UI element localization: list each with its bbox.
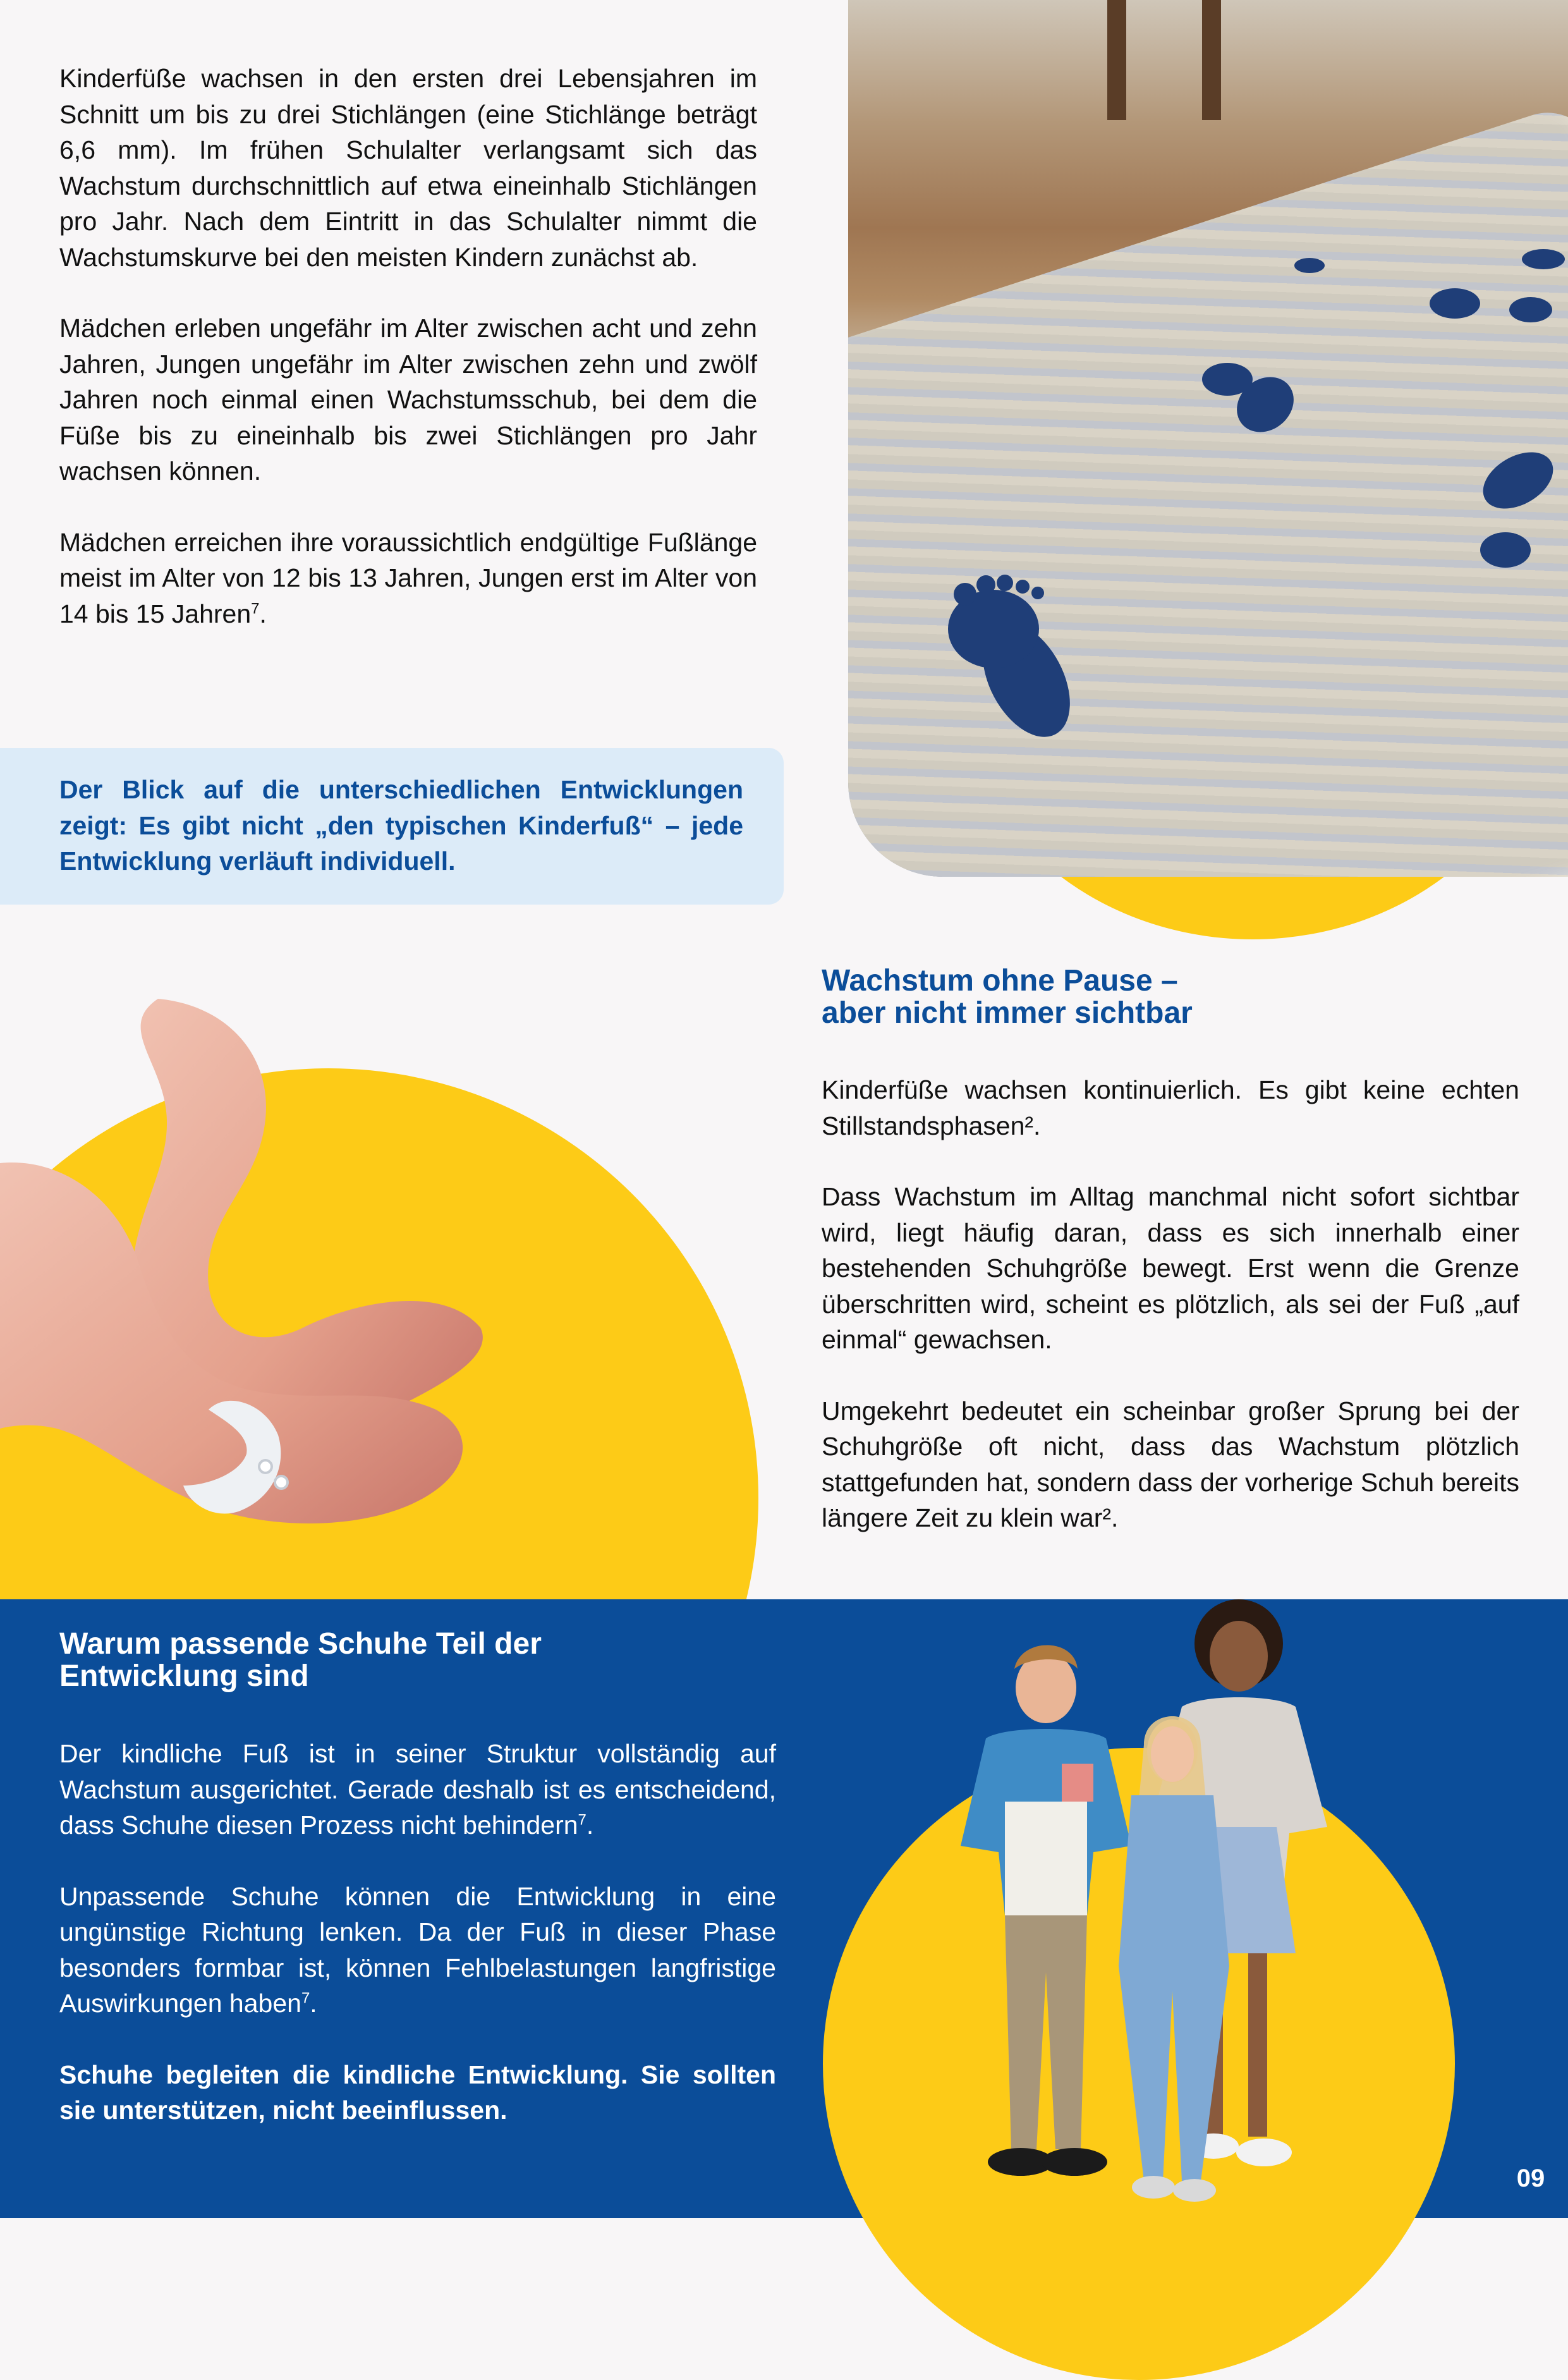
heading-line: Entwicklung sind	[59, 1659, 309, 1693]
heading-line: aber nicht immer sichtbar	[822, 996, 1193, 1030]
schuhe-paragraph	[59, 1879, 776, 2022]
footprint-toe	[1016, 580, 1030, 594]
wachstum-text-block	[822, 1072, 1519, 1536]
footnote-ref: 7	[301, 1989, 310, 2007]
section-heading-schuhe	[59, 1628, 755, 1692]
page-number: 09	[1516, 2164, 1545, 2192]
intro-text-block	[59, 61, 757, 632]
footprint-carpet-photo	[848, 0, 1568, 877]
schuhe-text-block	[59, 1736, 776, 2128]
intro-paragraph: Kinderfüße wachsen in den ersten drei Lebensjahren im Schnitt um bis zu drei Stichlängen (eine Stichlänge beträgt 6,6 mm). Im frühen Schulalter verlangsamt sich das Wachstum durchschnittlich auf etwa eineinhalb Stichlängen pro Jahr. Nach dem Eintritt in das Schulalter nimmt die Wachstumskurve bei den meisten Kindern zunächst ab.	[59, 64, 757, 272]
footprints-graphic	[848, 0, 1568, 877]
callout-box	[0, 748, 784, 905]
callout-text: Der Blick auf die unterschiedlichen Entwicklungen zeigt: Es gibt nicht „den typischen Kinderfuß“ – jede Entwicklung verläuft individuell.	[59, 775, 743, 876]
schuhe-paragraph-text: Der kindliche Fuß ist in seiner Struktur vollständig auf Wachstum ausgerichtet. Gerade deshalb ist es entscheidend, dass Schuhe diesen Prozess nicht behindern	[59, 1739, 776, 1840]
wachstum-paragraph: Dass Wachstum im Alltag manchmal nicht sofort sichtbar wird, liegt häufig daran, dass es sich innerhalb einer bestehenden Schuhgröße bewegt. Erst wenn die Grenze überschritten wird, scheint es plötzlich, als sei der Fuß „auf einmal“ gewachsen.	[822, 1182, 1519, 1354]
heading-line: Warum passende Schuhe Teil der	[59, 1627, 542, 1661]
footprint-toe	[1031, 587, 1044, 599]
schuhe-paragraph-end: .	[310, 1989, 317, 2018]
footprint-toe	[997, 575, 1013, 591]
three-children-photo	[885, 1561, 1454, 2218]
intro-paragraph-text: Mädchen erreichen ihre voraussichtlich endgültige Fußlänge meist im Alter von 12 bis 13 Jahren, Jungen erst im Alter von 14 bis 15 Jahren	[59, 527, 757, 628]
intro-paragraph-end: .	[259, 599, 267, 628]
footnote-ref: 7	[251, 599, 260, 617]
footprint-toe	[976, 575, 995, 594]
schuhe-paragraph-end: .	[586, 1810, 594, 1840]
wachstum-paragraph: Kinderfüße wachsen kontinuierlich. Es gibt keine echten Stillstandsphasen².	[822, 1075, 1519, 1140]
intro-paragraph	[59, 525, 757, 632]
wachstum-paragraph: Umgekehrt bedeutet ein scheinbar großer Sprung bei der Schuhgröße oft nicht, dass das Wachstum plötzlich stattgefunden hat, sondern dass der vorherige Schuh bereits längere Zeit zu klein war².	[822, 1396, 1519, 1532]
footprint-toe	[954, 583, 976, 606]
section-heading-wachstum	[822, 965, 1517, 1029]
intro-paragraph: Mädchen erleben ungefähr im Alter zwischen acht und zehn Jahren, Jungen ungefähr im Alter zwischen zehn und zwölf Jahren noch einmal einen Wachstumsschub, bei dem die Füße bis zu eineinhalb bis zwei Stichlängen pro Jahr wachsen können.	[59, 314, 757, 485]
child-figure	[961, 1645, 1131, 2176]
heading-line: Wachstum ohne Pause –	[822, 964, 1178, 998]
schuhe-paragraph	[59, 1736, 776, 1843]
schuhe-paragraph-text: Unpassende Schuhe können die Entwicklung in eine ungünstige Richtung lenken. Da der Fuß in dieser Phase besonders formbar ist, können Fehlbelastungen langfristige Auswirkungen haben	[59, 1881, 776, 2018]
baby-feet-photo	[0, 999, 518, 1568]
schuhe-conclusion: Schuhe begleiten die kindliche Entwicklung. Sie sollten sie unterstützen, nicht beeinflussen.	[59, 2060, 776, 2125]
footnote-ref: 7	[578, 1811, 586, 1829]
